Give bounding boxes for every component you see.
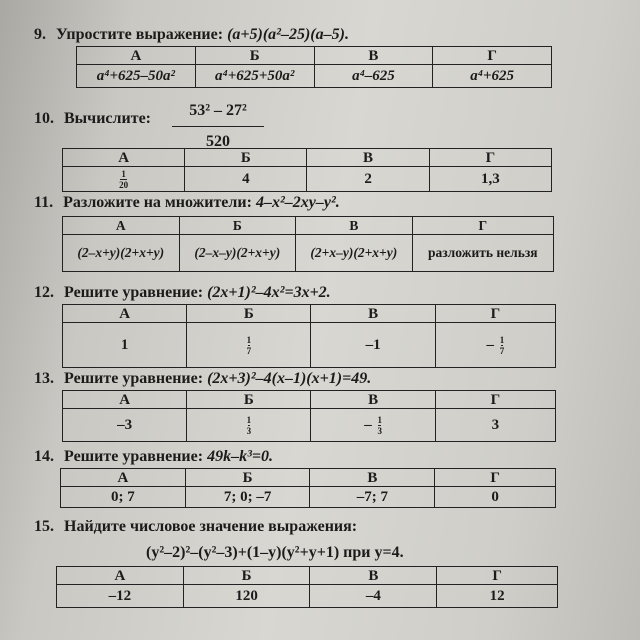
fraction-numerator: 1 (499, 334, 505, 345)
answer-b: 7; 0; –7 (185, 487, 310, 508)
answer-a: –3 (63, 409, 187, 442)
answer-table-11 (62, 216, 554, 272)
answer-v: a⁴–625 (314, 65, 433, 88)
header-v: В (314, 47, 433, 65)
answer-table-15 (56, 566, 558, 608)
question-number: 10. (34, 110, 54, 127)
minus-sign: – (364, 417, 372, 433)
header-b: Б (187, 305, 311, 323)
answer-table-10 (62, 148, 552, 192)
question-9 (34, 26, 349, 44)
answer-table-14 (60, 468, 556, 508)
header-v: В (307, 149, 429, 167)
answer-a: 1 (63, 323, 187, 368)
header-a: А (63, 391, 187, 409)
question-prompt: Вычислите: (64, 110, 151, 127)
answer-b: 4 (185, 167, 307, 192)
question-number: 15. (34, 518, 54, 535)
question-prompt: Разложите на множители: (63, 194, 252, 211)
header-g: Г (435, 469, 556, 487)
answer-g: 12 (437, 585, 558, 608)
question-expression: (2x+1)²–4x²=3x+2. (207, 284, 331, 301)
fraction-denominator: 7 (499, 345, 505, 356)
question-10 (34, 110, 151, 128)
answer-table-12 (62, 304, 556, 368)
answer-b: 120 (183, 585, 310, 608)
answer-g: 0 (435, 487, 556, 508)
answer-g (435, 323, 555, 368)
answer-a (63, 167, 185, 192)
question-prompt: Упростите выражение: (56, 26, 224, 43)
question-number: 9. (34, 26, 46, 43)
question-expression: 4–x²–2xy–y². (255, 194, 340, 211)
answer-v: 2 (307, 167, 429, 192)
header-v: В (311, 305, 435, 323)
fraction (500, 335, 505, 356)
answer-v: (2+x–y)(2+x+y) (296, 235, 413, 272)
fraction-numerator: 1 (246, 334, 252, 345)
fraction-denominator: 7 (246, 345, 252, 356)
fraction (119, 169, 128, 190)
answer-g: a⁴+625 (433, 65, 552, 88)
fraction-numerator: 1 (246, 414, 252, 425)
answer-v: –1 (311, 323, 435, 368)
header-b: Б (183, 567, 310, 585)
header-b: Б (185, 469, 310, 487)
header-b: Б (187, 391, 311, 409)
header-g: Г (429, 149, 551, 167)
header-v: В (311, 391, 435, 409)
answer-g: 1,3 (429, 167, 551, 192)
fraction (377, 415, 382, 436)
fraction (247, 335, 252, 356)
question-prompt: Решите уравнение: (64, 284, 204, 301)
calc-fraction (172, 102, 264, 151)
answer-table-13 (62, 390, 556, 442)
header-g: Г (433, 47, 552, 65)
fraction-numerator: 1 (377, 414, 382, 425)
answer-g: 3 (435, 409, 555, 442)
answer-a: (2–x+y)(2+x+y) (63, 235, 180, 272)
fraction-denominator: 3 (377, 425, 382, 436)
question-15 (34, 518, 357, 536)
question-prompt: Найдите числовое значение выражения: (64, 518, 358, 535)
fraction-denominator: 520 (206, 133, 230, 150)
fraction-denominator: 20 (119, 179, 129, 190)
answer-a: 0; 7 (61, 487, 186, 508)
header-a: А (57, 567, 184, 585)
header-g: Г (435, 305, 555, 323)
answer-table-9 (76, 46, 552, 88)
answer-b (187, 323, 311, 368)
question-expression: (2x+3)²–4(x–1)(x+1)=49. (207, 370, 372, 387)
minus-sign: – (486, 337, 494, 353)
question-number: 14. (34, 448, 54, 465)
header-g: Г (437, 567, 558, 585)
answer-v: –7; 7 (310, 487, 435, 508)
header-b: Б (185, 149, 307, 167)
answer-b: (2–x–y)(2+x+y) (179, 235, 296, 272)
question-prompt: Решите уравнение: (64, 370, 204, 387)
question-13 (34, 370, 371, 388)
answer-g: разложить нельзя (412, 235, 553, 272)
question-number: 12. (34, 284, 54, 301)
question-number: 11. (34, 194, 54, 211)
fraction-numerator: 1 (121, 168, 126, 179)
header-v: В (310, 567, 437, 585)
answer-b (187, 409, 311, 442)
header-g: Г (435, 391, 555, 409)
header-a: А (63, 305, 187, 323)
question-prompt: Решите уравнение: (64, 448, 204, 465)
fraction-bar (172, 126, 264, 127)
question-expression: 49k–k³=0. (207, 448, 273, 465)
answer-b: a⁴+625+50a² (195, 65, 314, 88)
header-g: Г (412, 217, 553, 235)
question-14 (34, 448, 273, 466)
header-a: А (63, 149, 185, 167)
answer-v (311, 409, 435, 442)
header-a: А (61, 469, 186, 487)
answer-a: a⁴+625–50a² (77, 65, 196, 88)
fraction-numerator: 53² – 27² (189, 102, 247, 119)
header-b: Б (195, 47, 314, 65)
question-11 (34, 194, 340, 212)
fraction (247, 415, 252, 436)
question-expression: (y²–2)²–(y²–3)+(1–y)(y²+y+1) при y=4. (146, 544, 404, 561)
question-12 (34, 284, 331, 302)
header-v: В (310, 469, 435, 487)
question-expression: (a+5)(a²–25)(a–5). (227, 26, 349, 43)
fraction-denominator: 3 (246, 425, 252, 436)
answer-v: –4 (310, 585, 437, 608)
header-b: Б (179, 217, 296, 235)
header-v: В (296, 217, 413, 235)
question-number: 13. (34, 370, 54, 387)
header-a: А (63, 217, 180, 235)
header-a: А (77, 47, 196, 65)
answer-a: –12 (57, 585, 184, 608)
